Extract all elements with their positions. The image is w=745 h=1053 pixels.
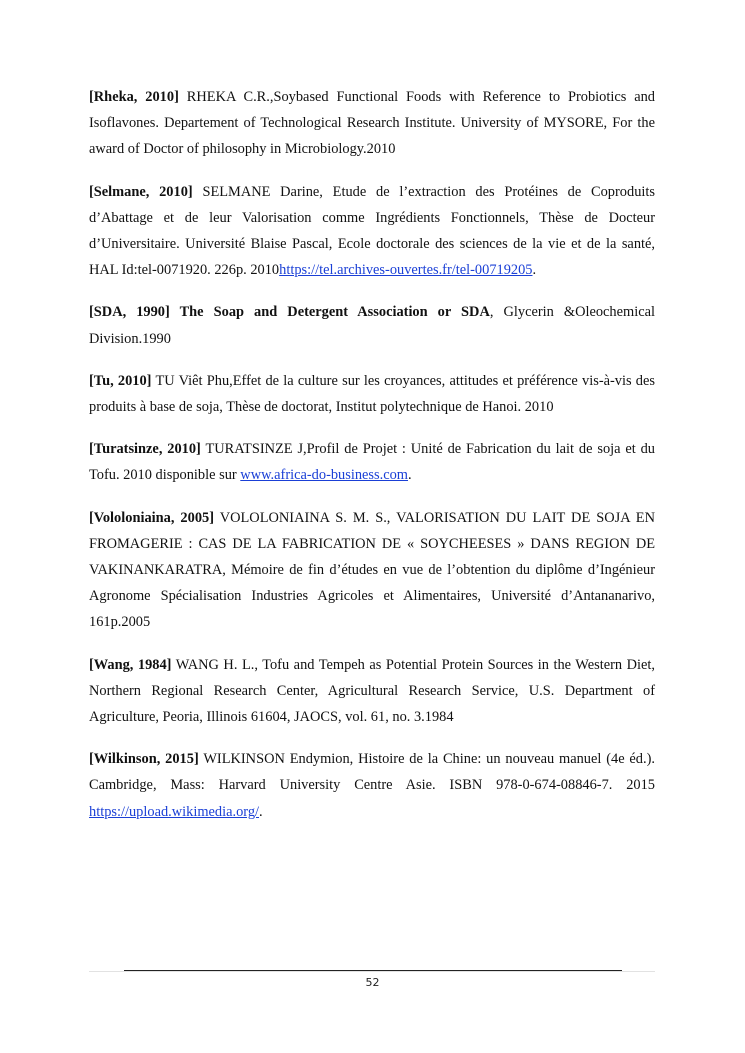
reference-text: WILKINSON Endymion, Histoire de la Chine: un nouveau manuel (4e éd.). Cambridge, Mass: Harvard University Centre Asie. ISBN 978-0-674-08846-7. 2015 xyxy=(89,751,655,794)
reference-text: TURATSINZE J,Profil de Projet : Unité de Fabrication du lait de soja et du Tofu. 2010 disponible sur xyxy=(89,441,655,484)
footer-divider xyxy=(89,971,655,972)
reference-text-end: . xyxy=(532,262,537,279)
reference-key: [Rheka, 2010] xyxy=(89,89,179,105)
reference-wang-1984 xyxy=(89,652,655,731)
reference-text: , Glycerin &Oleochemical Division.1990 xyxy=(89,304,655,347)
footer-divider-line xyxy=(124,970,622,971)
reference-key: [Tu, 2010] xyxy=(89,372,152,389)
reference-link[interactable]: https://tel.archives-ouvertes.fr/tel-00719205 xyxy=(279,262,533,279)
reference-rheka-2010 xyxy=(89,84,655,163)
reference-tu-2010 xyxy=(89,368,655,420)
page-number: 52 xyxy=(365,976,380,989)
reference-key: [Turatsinze, 2010] xyxy=(89,441,201,458)
reference-sda-1990 xyxy=(89,299,655,351)
reference-text-end: . xyxy=(408,467,412,484)
reference-text: RHEKA C.R.,Soybased Functional Foods with Reference to Probiotics and Isoflavones. Departement of Technological Research Institute. University of MYSORE, For the award of Doctor of philosophy in Microbiology.2010 xyxy=(89,89,656,158)
reference-link[interactable]: www.africa-do-business.com xyxy=(240,467,409,484)
reference-author: The Soap and Detergent Association or SDA xyxy=(169,304,490,321)
reference-wilkinson-2015 xyxy=(89,746,655,825)
reference-vololoniaina-2005 xyxy=(89,505,655,636)
reference-link[interactable]: https://upload.wikimedia.org/ xyxy=(89,803,260,820)
reference-key: [Wang, 1984] xyxy=(89,656,172,673)
reference-turatsinze-2010 xyxy=(89,436,655,488)
reference-key: [Selmane, 2010] xyxy=(89,183,193,200)
reference-list xyxy=(89,84,655,841)
reference-text-end: . xyxy=(259,803,263,820)
reference-key: [SDA, 1990] xyxy=(89,304,170,321)
reference-text: TU Viêt Phu,Effet de la culture sur les croyances, attitudes et préférence vis-à-vis des produits à base de soja, Thèse de doctorat, Institut polytechnique de Hanoi. 2010 xyxy=(89,372,655,416)
reference-key: [Wilkinson, 2015] xyxy=(89,751,199,768)
reference-selmane-2010 xyxy=(89,179,655,284)
reference-text: SELMANE Darine, Etude de l’extraction des Protéines de Coproduits d’Abattage et de leur Valorisation comme Ingrédients Fonctionnels, Thèse de Docteur d’Universitaire. Université Blaise Pascal, Ecole doctorale des sciences de la vie et de la santé, HAL Id:tel-0071920. 226p. 2010 xyxy=(89,183,655,279)
reference-text: VOLOLONIAINA S. M. S., VALORISATION DU LAIT DE SOJA EN FROMAGERIE : CAS DE LA FABRICATION DE « SOYCHEESES » DANS REGION DE VAKINANKARATRA, Mémoire de fin d’études en vue de l’obtention du diplôme d’Ingénieur Agronome Spécialisation Industries Agricoles et Alimentaires, Université d’Antananarivo, 161p.2005 xyxy=(89,509,655,631)
reference-text: WANG H. L., Tofu and Tempeh as Potential Protein Sources in the Western Diet, Northern Regional Research Center, Agricultural Research Service, U.S. Department of Agriculture, Peoria, Illinois 61604, JAOCS, vol. 61, no. 3.1984 xyxy=(89,656,655,726)
reference-key: [Vololoniaina, 2005] xyxy=(89,509,214,526)
